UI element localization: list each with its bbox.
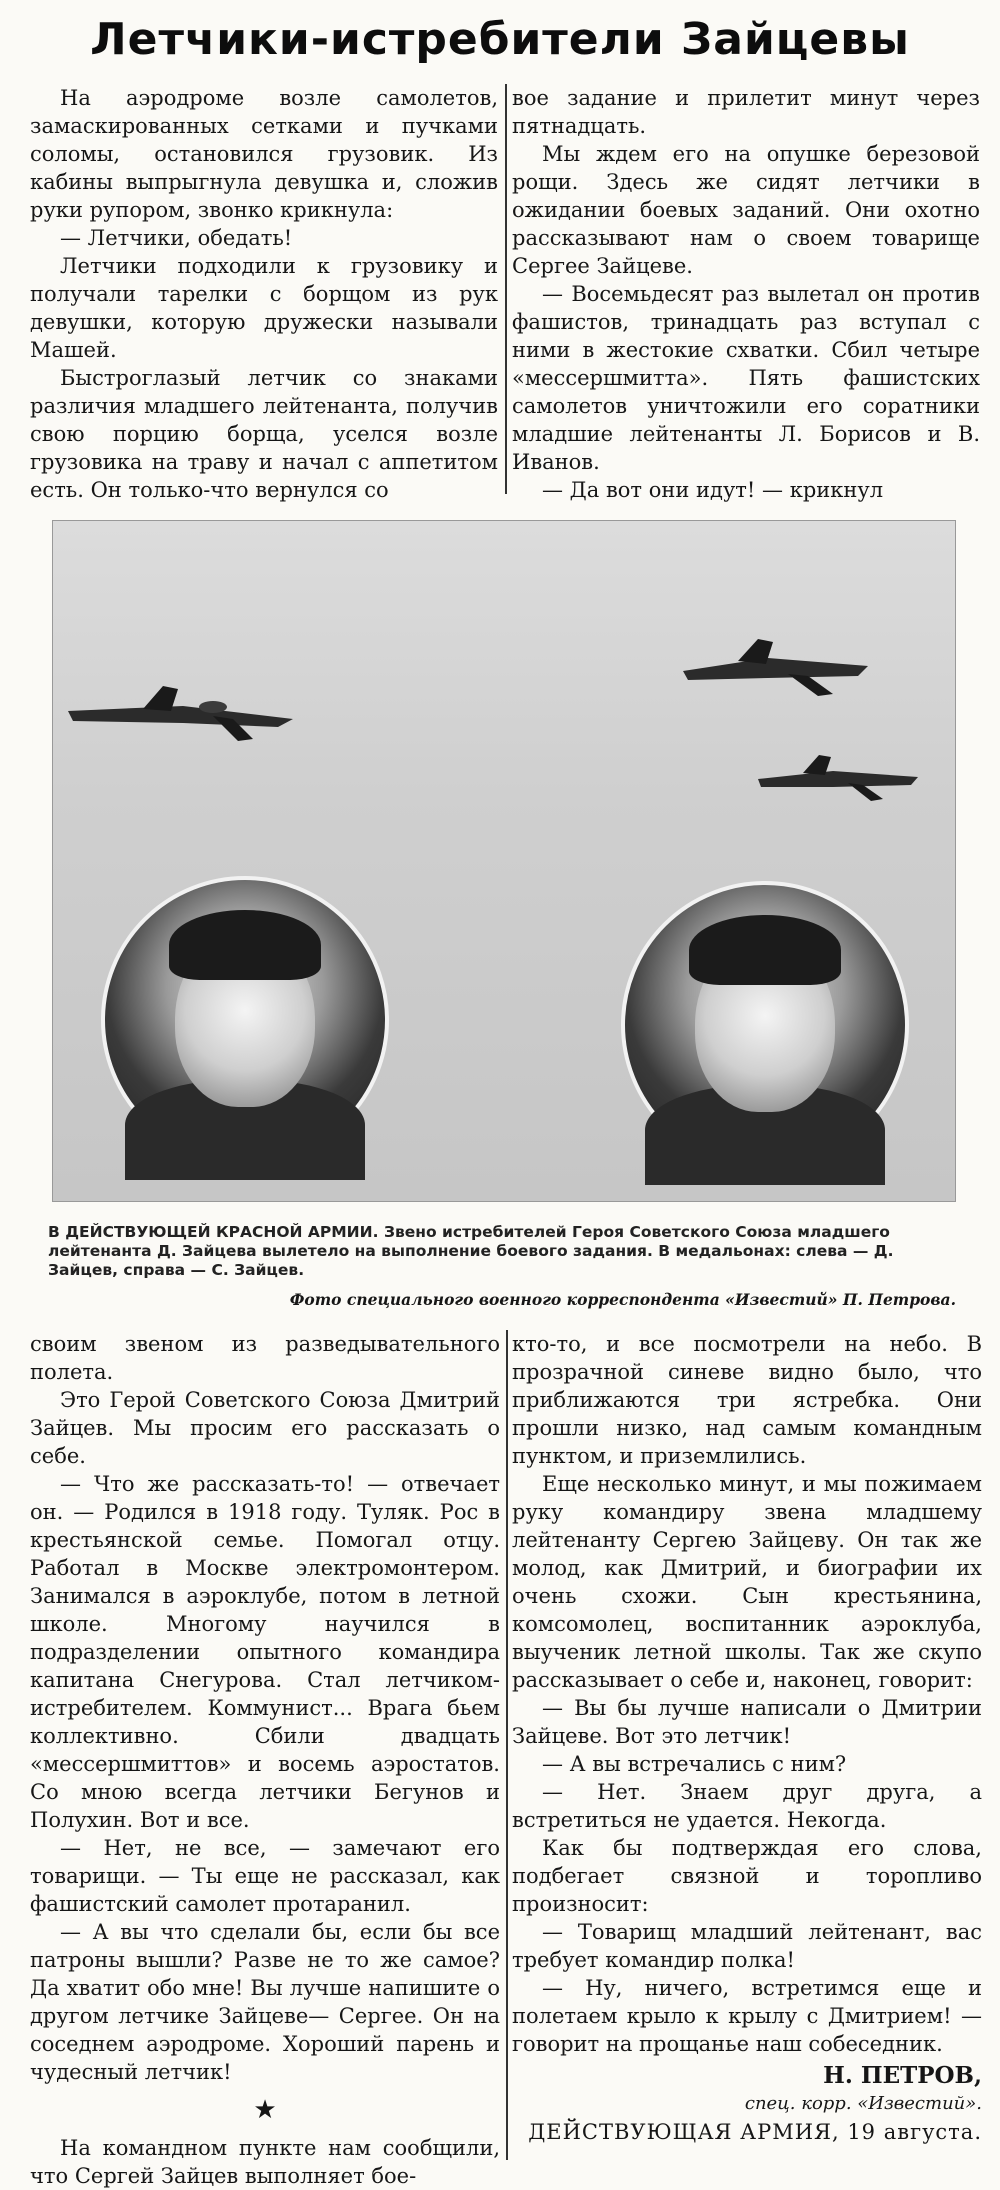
caption-text: Звено истребителей Героя Советского Союза младшего лейтенанта Д. Зайцева вылетело на выполнение боевого задания. В медальонах: слева — Д. Зайцев, справа — С. Зайцев. [48, 1223, 894, 1279]
paragraph: — Летчики, обедать! [60, 226, 293, 250]
paragraph: — А вы что сделали бы, если бы все патроны вышли? Разве не то же самое? Да хватит обо мне! Вы лучше напишите о другом летчике Зайцеве— Сергее. Он на соседнем аэродроме. Хороший парень и чудесный летчик! [30, 1920, 500, 2084]
caption-lead: В ДЕЙСТВУЮЩЕЙ КРАСНОЙ АРМИИ. [48, 1223, 379, 1241]
paragraph: На аэродроме возле самолетов, замаскированных сетками и пучками соломы, остановился грузовик. Из кабины выпрыгнула девушка и, сложив руки рупором, звонко крикнула: [30, 86, 498, 222]
top-left-column [30, 84, 498, 504]
paragraph: Еще несколько минут, и мы пожимаем руку командиру звена младшему лейтенанту Сергею Зайцеву. Он так же молод, как Дмитрий, и биографии их очень схожи. Сын крестьянина, комсомолец, воспитанник аэроклуба, выученик летной школы. Так же скупо рассказывает о себе и, наконец, говорит: [512, 1472, 982, 1692]
paragraph: На командном пункте нам сообщили, что Сергей Зайцев выполняет бое- [30, 2136, 500, 2188]
bottom-left-column [30, 1330, 500, 2190]
paragraph: — А вы встречались с ним? [542, 1752, 847, 1776]
section-star: ★ [253, 2095, 277, 2125]
paragraph: — Восемьдесят раз вылетал он против фашистов, тринадцать раз вступал с ними в жестокие схватки. Сбил четыре «мессершмитта». Пять фашистских самолетов уничтожили его соратники младшие лейтенанты Л. Борисов и В. Иванов. [512, 282, 980, 474]
paragraph: — Да вот они идут! — крикнул [542, 478, 884, 502]
paragraph: — Ну, ничего, встретимся еще и полетаем крыло к крылу с Дмитрием! — говорит на прощанье наш собеседник. [512, 1976, 982, 2056]
photo-credit: Фото специального военного корреспондента «Известий» П. Петрова. [289, 1290, 956, 1309]
fighter-plane-3 [753, 751, 923, 806]
paragraph: Летчики подходили к грузовику и получали тарелки с борщом из рук девушки, которую дружески называли Машей. [30, 254, 498, 362]
column-divider [506, 1330, 508, 2160]
paragraph: Мы ждем его на опушке березовой рощи. Здесь же сидят летчики в ожидании боевых заданий. Они охотно рассказывают нам о своем товарище Сергее Зайцеве. [512, 142, 980, 278]
fighter-plane-1 [63, 681, 303, 751]
author-signature: Н. ПЕТРОВ, [823, 2062, 982, 2089]
paragraph: — Что же рассказать-то! — отвечает он. — Родился в 1918 году. Туляк. Рос в крестьянской семье. Помогал отцу. Работал в Москве электромонтером. Занимался в аэроклубе, потом в летной школе. Многому научился в подразделении опытного командира капитана Снегурова. Стал летчиком-истребителем. Коммунист... Врага бьем коллективно. Сбили двадцать «мессершмиттов» и восемь аэростатов. Со мною всегда летчики Бегунов и Полухин. Вот и все. [30, 1472, 500, 1832]
fighter-plane-2 [678, 636, 878, 701]
headline: Летчики-истребители Зайцевы [90, 14, 910, 65]
dateline: ДЕЙСТВУЮЩАЯ АРМИЯ, 19 августа. [528, 2120, 982, 2144]
paragraph: — Товарищ младший лейтенант, вас требует командир полка! [512, 1920, 982, 1972]
top-right-column [512, 84, 980, 504]
paragraph: — Нет, не все, — замечают его товарищи. — Ты еще не рассказал, как фашистский самолет протаранил. [30, 1836, 500, 1916]
paragraph: Это Герой Советского Союза Дмитрий Зайцев. Мы просим его рассказать о себе. [30, 1388, 500, 1468]
paragraph: Быстроглазый летчик со знаками различия младшего лейтенанта, получив свою порцию борща, уселся возле грузовика на траву и начал с аппетитом есть. Он только-что вернулся со [30, 366, 498, 502]
news-photo [52, 520, 956, 1202]
paragraph: кто-то, и все посмотрели на небо. В прозрачной синеве видно было, что приближаются три ястребка. Они прошли низко, над самым командным пунктом, и приземлились. [512, 1332, 982, 1468]
bottom-right-column [512, 1330, 982, 2146]
paragraph: вое задание и прилетит минут через пятнадцать. [512, 86, 980, 138]
author-role: спец. корр. «Известий». [744, 2093, 982, 2114]
photo-caption [48, 1223, 958, 1280]
portrait-medallion-left [101, 876, 389, 1164]
paragraph: Как бы подтверждая его слова, подбегает связной и торопливо произносит: [512, 1836, 982, 1916]
paragraph: — Нет. Знаем друг друга, а встретиться не удается. Некогда. [512, 1780, 982, 1832]
paragraph: — Вы бы лучше написали о Дмитрии Зайцеве. Вот это летчик! [512, 1696, 982, 1748]
column-divider [505, 84, 507, 494]
portrait-medallion-right [621, 881, 909, 1169]
paragraph: своим звеном из разведывательного полета. [30, 1332, 500, 1384]
